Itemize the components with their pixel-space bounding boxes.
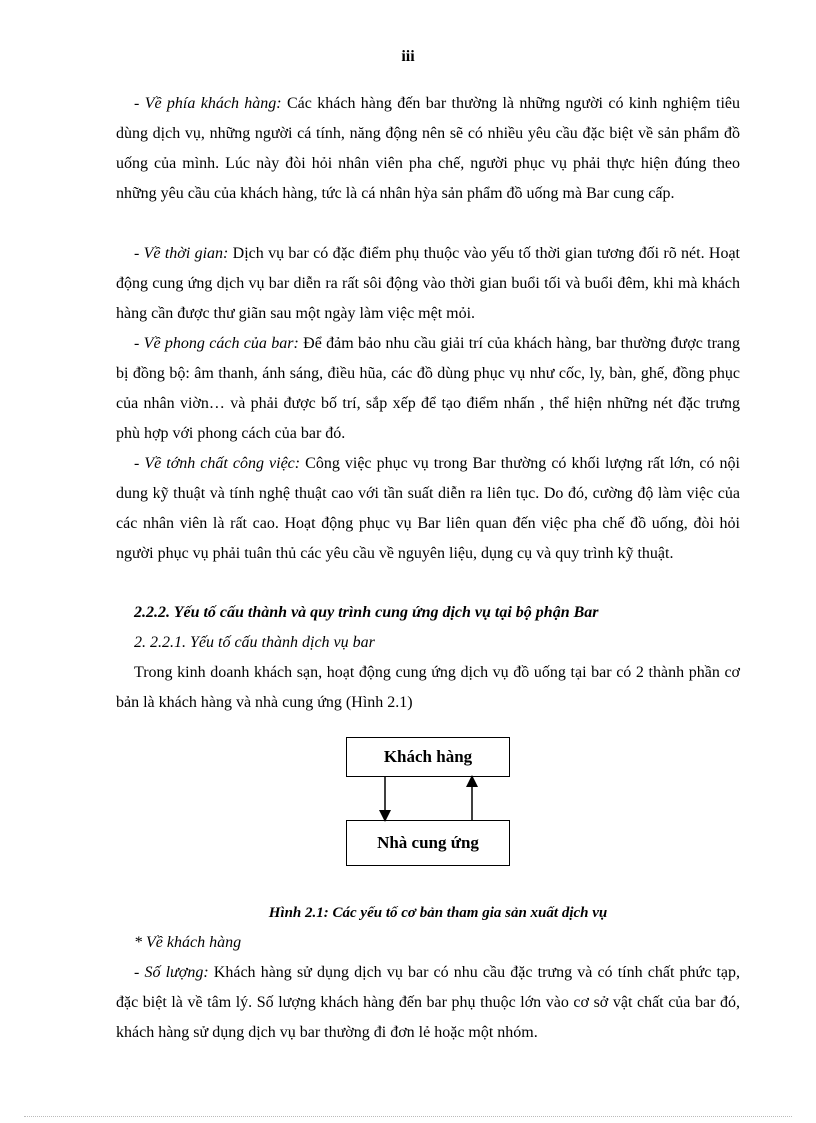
- page-bottom-divider: [24, 1116, 792, 1117]
- paragraph-text: Các khách hàng đến bar thường là những người có kinh nghiệm tiêu dùng dịch vụ, những người cá tính, năng động nên sẽ có nhiều yêu cầu đặc biệt về sản phẩm đồ uống của mình. Lúc này đòi hỏi nhân viên pha chế, người phục vụ phải thực hiện đúng theo những yêu cầu của khách hàng, tức là cá nhân hỳa sản phẩm đồ uống mà Bar cung cấp.: [116, 95, 740, 202]
- paragraph-text: Để đảm bảo nhu cầu giải trí của khách hàng, bar thường được trang bị đồng bộ: âm thanh, ánh sáng, điều hũa, các đồ dùng phục vụ như cốc, ly, bàn, ghế, đồng phục của nhân viờn… và phải được bố trí, sắp xếp để tạo điểm nhấn , thể hiện những nét đặc trưng phù hợp với phong cách của bar đó.: [116, 335, 741, 442]
- paragraph-text: Dịch vụ bar có đặc điểm phụ thuộc vào yếu tố thời gian tương đối rõ nét. Hoạt động cung ứng dịch vụ bar diễn ra rất sôi động vào thời gian buổi tối và buổi đêm, khi mà khách hàng cần được thư giãn sau một ngày làm việc mệt mỏi.: [116, 245, 740, 322]
- paragraph-label: - Về phong cách của bar:: [134, 335, 299, 352]
- paragraph-label: - Về phía khách hàng:: [134, 95, 282, 112]
- section-heading-2-2-2-1: 2. 2.2.1. Yếu tố cấu thành dịch vụ bar: [134, 634, 375, 651]
- paragraph-label: - Về thời gian:: [134, 245, 229, 262]
- paragraph-label: - Về tớnh chất công việc:: [134, 455, 301, 472]
- customer-box-label: Khách hàng: [383, 747, 473, 766]
- sub-heading-customer: * Về khách hàng: [134, 934, 242, 951]
- paragraph-label: - Số lượng:: [134, 964, 209, 981]
- section-heading-2-2-2: 2.2.2. Yếu tố cấu thành và quy trình cung ứng dịch vụ tại bộ phận Bar: [134, 604, 599, 621]
- paragraph-quantity: [116, 958, 740, 1048]
- supplier-box-label: Nhà cung ứng: [377, 833, 479, 852]
- paragraph-text: Công việc phục vụ trong Bar thường có khối lượng rất lớn, có nội dung kỹ thuật và tính nghệ thuật cao với tần suất diễn ra liên tục. Do đó, cường độ làm việc của các nhân viên là rất cao. Hoạt động phục vụ Bar liên quan đến việc pha chế đồ uống, đòi hỏi người phục vụ phải tuân thủ các yêu cầu về nguyên liệu, dụng cụ và quy trình kỹ thuật.: [116, 455, 741, 562]
- page-number: iii: [401, 48, 415, 65]
- paragraph-text: Khách hàng sử dụng dịch vụ bar có nhu cầu đặc trưng và có tính chất phức tạp, đặc biệt là về tâm lý. Số lượng khách hàng đến bar phụ thuộc lớn vào cơ sở vật chất của bar đó, khách hàng sử dụng dịch vụ bar thường đi đơn lẻ hoặc một nhóm.: [116, 964, 740, 1041]
- intro-paragraph: Trong kinh doanh khách sạn, hoạt động cung ứng dịch vụ đồ uống tại bar có 2 thành phần cơ bản là khách hàng và nhà cung ứng (Hình 2.1): [116, 664, 740, 711]
- figure-caption: Hình 2.1: Các yếu tố cơ bản tham gia sản xuất dịch vụ: [268, 905, 608, 921]
